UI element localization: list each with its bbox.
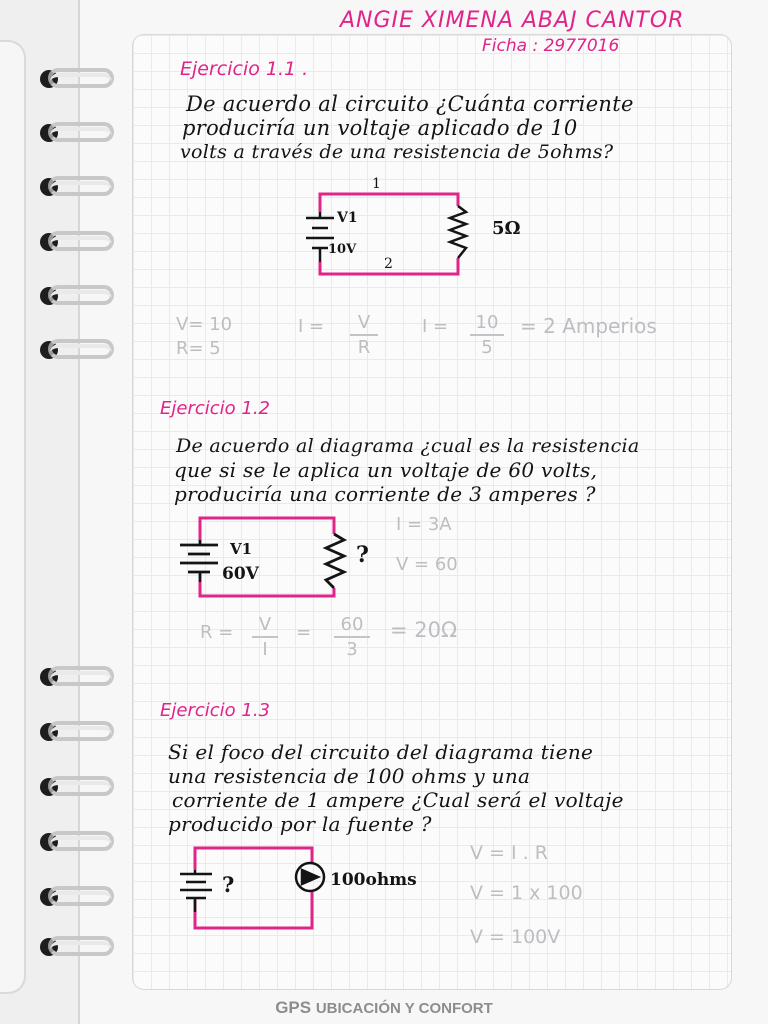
ex1-given-v: V= 10 xyxy=(176,314,233,335)
circuit-1-source-name: V1 xyxy=(337,210,358,226)
footer-brand: GPS xyxy=(275,998,312,1017)
circuit-3-source-value: ? xyxy=(222,872,235,897)
exercise-2-question-line: que si se le aplica un voltaje de 60 volts, xyxy=(174,458,598,482)
spiral-ring xyxy=(40,664,118,690)
spiral-ring xyxy=(40,884,118,910)
spiral-ring xyxy=(40,337,118,363)
exercise-2-question-line: produciría una corriente de 3 amperes ? xyxy=(174,482,596,506)
author-name: ANGIE XIMENA ABAJ CANTOR xyxy=(340,8,685,33)
spiral-ring xyxy=(40,774,118,800)
spiral-ring xyxy=(40,174,118,200)
exercise-2-question-line: De acuerdo al diagrama ¿cual es la resistencia xyxy=(176,435,640,457)
ex1-formula-fraction xyxy=(350,312,378,358)
circuit-2-resistor-value: ? xyxy=(356,542,369,568)
ex1-formula-denominator: R xyxy=(357,337,371,358)
ex3-work-line: V = I . R xyxy=(470,842,548,864)
ex2-formula-lhs: R = xyxy=(200,622,234,643)
circuit-1-node-top: 1 xyxy=(372,176,381,192)
exercise-1-question-line: De acuerdo al circuito ¿Cuánta corriente xyxy=(186,92,634,116)
ex1-result: = 2 Amperios xyxy=(520,314,657,338)
footer-tagline: UBICACIÓN Y CONFORT xyxy=(315,1000,493,1017)
spiral-ring xyxy=(40,283,118,309)
spiral-ring xyxy=(40,829,118,855)
spiral-ring xyxy=(40,66,118,92)
circuit-1-source-value: 10V xyxy=(328,242,357,257)
ex2-substitution-numerator: 60 xyxy=(340,614,364,635)
ficha-number: Ficha : 2977016 xyxy=(482,36,620,56)
circuit-2-source-name: V1 xyxy=(230,540,253,558)
footer-brand-strip xyxy=(0,998,768,1018)
grid-paper-page xyxy=(132,34,732,990)
ex1-formula-numerator: V xyxy=(357,312,371,333)
left-page-edge xyxy=(0,40,26,994)
exercise-1-question-line: produciría un voltaje aplicado de 10 xyxy=(182,116,578,140)
exercise-3-question-line: una resistencia de 100 ohms y una xyxy=(168,764,531,788)
ex1-substitution-numerator: 10 xyxy=(475,312,499,333)
exercise-2-title: Ejercicio 1.2 xyxy=(160,398,271,419)
spiral-ring xyxy=(40,229,118,255)
ex2-result: = 20Ω xyxy=(390,618,458,642)
ex2-given-v: V = 60 xyxy=(396,554,458,575)
spiral-ring xyxy=(40,120,118,146)
ex1-substitution-lhs: I = xyxy=(422,316,449,337)
ex2-substitution-fraction xyxy=(334,614,370,660)
ex1-formula-lhs: I = xyxy=(298,316,325,337)
exercise-1-title: Ejercicio 1.1 . xyxy=(180,58,309,80)
ex2-formula-fraction xyxy=(252,614,278,660)
ex2-given-i: I = 3A xyxy=(396,514,452,535)
exercise-1-question-line: volts a través de una resistencia de 5ohms? xyxy=(180,141,614,163)
ex2-substitution-denominator: 3 xyxy=(346,639,358,660)
ex1-substitution-denominator: 5 xyxy=(481,337,493,358)
exercise-3-question-line: corriente de 1 ampere ¿Cual será el voltaje xyxy=(172,788,624,812)
spiral-ring xyxy=(40,719,118,745)
spiral-ring xyxy=(40,934,118,960)
ex3-work-line: V = 100V xyxy=(470,926,561,948)
exercise-3-question-line: producido por la fuente ? xyxy=(168,812,432,836)
ex2-formula-denominator: I xyxy=(262,639,268,660)
ex1-substitution-fraction xyxy=(470,312,504,358)
exercise-3-title: Ejercicio 1.3 xyxy=(160,700,271,721)
exercise-3-question-line: Si el foco del circuito del diagrama tiene xyxy=(168,740,594,764)
left-page xyxy=(0,0,80,1024)
circuit-3-lamp-value: 100ohms xyxy=(330,870,417,890)
circuit-2-source-value: 60V xyxy=(222,564,259,584)
ex2-equals: = xyxy=(296,622,312,643)
ex1-given-r: R= 5 xyxy=(176,338,221,359)
ex2-formula-numerator: V xyxy=(258,614,272,635)
ex3-work-line: V = 1 x 100 xyxy=(470,882,583,904)
circuit-1-node-bottom: 2 xyxy=(384,256,393,272)
circuit-1-resistor-value: 5Ω xyxy=(492,218,521,239)
